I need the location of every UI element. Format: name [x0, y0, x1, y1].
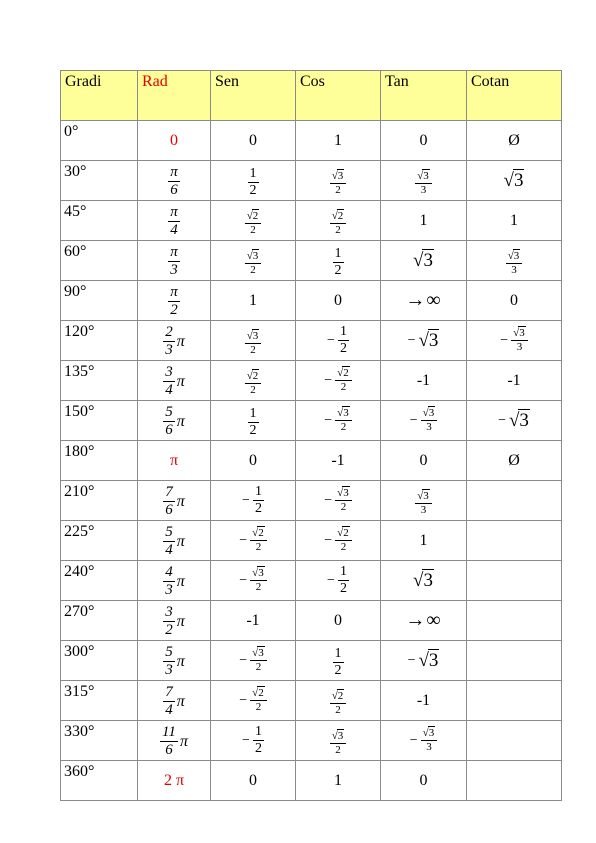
cell-cos: $\frac{√3}{2}$ — [296, 161, 381, 201]
cell-cotan: 0 — [467, 281, 562, 321]
table-row — [61, 601, 562, 641]
cell-cos: 0 — [296, 601, 381, 641]
cell-cos: − $\frac{1}{2}$ — [296, 561, 381, 601]
cell-deg: 30° — [61, 161, 138, 201]
cell-deg: 120° — [61, 321, 138, 361]
cell-deg: 225° — [61, 521, 138, 561]
cell-cos: -1 — [296, 441, 381, 481]
cell-tan: 0 — [381, 121, 467, 161]
cell-deg: 330° — [61, 721, 138, 761]
table-row — [61, 761, 562, 801]
cell-cos: $\frac{√3}{2}$ — [296, 721, 381, 761]
table-row — [61, 241, 562, 281]
cell-rad: 2 π — [138, 761, 211, 801]
cell-cos: $\frac{1}{2}$ — [296, 641, 381, 681]
cell-rad: 0 — [138, 121, 211, 161]
table-row — [61, 681, 562, 721]
cell-cotan — [467, 601, 562, 641]
cell-tan: √3 — [381, 561, 467, 601]
cell-cos: $\frac{√2}{2}$ — [296, 201, 381, 241]
cell-cos: 1 — [296, 121, 381, 161]
cell-sen: -1 — [211, 601, 296, 641]
cell-cotan: Ø — [467, 121, 562, 161]
cell-deg: 270° — [61, 601, 138, 641]
cell-sen: 0 — [211, 441, 296, 481]
cell-rad: $\frac{\pi}{2}$ — [138, 281, 211, 321]
cell-sen: $\frac{√2}{2}$ — [211, 361, 296, 401]
cell-rad: $\frac{3}{2}$ π — [138, 601, 211, 641]
cell-deg: 0° — [61, 121, 138, 161]
cell-cotan: − √3 — [467, 401, 562, 441]
cell-sen: − $\frac{√2}{2}$ — [211, 521, 296, 561]
cell-cotan: − $\frac{√3}{3}$ — [467, 321, 562, 361]
cell-tan: $\frac{√3}{3}$ — [381, 161, 467, 201]
cell-cotan: 1 — [467, 201, 562, 241]
header-tan: Tan — [381, 71, 467, 121]
cell-rad: $\frac{7}{4}$ π — [138, 681, 211, 721]
cell-rad: $\frac{\pi}{4}$ — [138, 201, 211, 241]
cell-cotan — [467, 641, 562, 681]
cell-deg: 135° — [61, 361, 138, 401]
cell-tan: − $\frac{√3}{3}$ — [381, 721, 467, 761]
header-gradi: Gradi — [61, 71, 138, 121]
cell-deg: 90° — [61, 281, 138, 321]
cell-cos: − $\frac{√3}{2}$ — [296, 401, 381, 441]
cell-deg: 60° — [61, 241, 138, 281]
cell-cotan — [467, 721, 562, 761]
cell-tan: − $\frac{√3}{3}$ — [381, 401, 467, 441]
cell-sen: 0 — [211, 761, 296, 801]
cell-cos: − $\frac{√2}{2}$ — [296, 521, 381, 561]
cell-sen: $\frac{√2}{2}$ — [211, 201, 296, 241]
cell-tan: √3 — [381, 241, 467, 281]
table-row — [61, 281, 562, 321]
cell-cotan: √3 — [467, 161, 562, 201]
cell-cotan — [467, 521, 562, 561]
table-row — [61, 361, 562, 401]
cell-sen: 1 — [211, 281, 296, 321]
cell-cos: − $\frac{√2}{2}$ — [296, 361, 381, 401]
trig-values-table — [60, 70, 562, 801]
cell-sen: $\frac{√3}{2}$ — [211, 321, 296, 361]
cell-deg: 240° — [61, 561, 138, 601]
cell-sen: $\frac{1}{2}$ — [211, 401, 296, 441]
cell-cos: $\frac{√2}{2}$ — [296, 681, 381, 721]
cell-cos: 1 — [296, 761, 381, 801]
cell-tan: →∞ — [381, 281, 467, 321]
cell-tan: →∞ — [381, 601, 467, 641]
table-row — [61, 121, 562, 161]
cell-cos: − $\frac{1}{2}$ — [296, 321, 381, 361]
cell-sen: − $\frac{√3}{2}$ — [211, 641, 296, 681]
cell-cos: − $\frac{√3}{2}$ — [296, 481, 381, 521]
cell-cotan — [467, 481, 562, 521]
cell-sen: − $\frac{√2}{2}$ — [211, 681, 296, 721]
cell-deg: 210° — [61, 481, 138, 521]
cell-deg: 300° — [61, 641, 138, 681]
table-row — [61, 561, 562, 601]
cell-tan: 0 — [381, 761, 467, 801]
cell-tan: 1 — [381, 521, 467, 561]
cell-sen: $\frac{√3}{2}$ — [211, 241, 296, 281]
cell-cotan: $\frac{√3}{3}$ — [467, 241, 562, 281]
cell-sen: − $\frac{√3}{2}$ — [211, 561, 296, 601]
header-sen: Sen — [211, 71, 296, 121]
table-row — [61, 641, 562, 681]
cell-tan: -1 — [381, 361, 467, 401]
cell-tan: 0 — [381, 441, 467, 481]
cell-cos: 0 — [296, 281, 381, 321]
cell-rad: $\frac{7}{6}$ π — [138, 481, 211, 521]
header-rad: Rad — [138, 71, 211, 121]
table-row — [61, 201, 562, 241]
cell-rad: $\frac{2}{3}$ π — [138, 321, 211, 361]
table-row — [61, 721, 562, 761]
cell-rad: $\frac{5}{6}$ π — [138, 401, 211, 441]
cell-rad: $\frac{4}{3}$ π — [138, 561, 211, 601]
cell-rad: $\frac{\pi}{6}$ — [138, 161, 211, 201]
cell-tan: -1 — [381, 681, 467, 721]
cell-tan: − √3 — [381, 321, 467, 361]
table-row — [61, 481, 562, 521]
cell-rad: $\frac{\pi}{3}$ — [138, 241, 211, 281]
cell-deg: 150° — [61, 401, 138, 441]
cell-deg: 315° — [61, 681, 138, 721]
table-row — [61, 321, 562, 361]
cell-tan: 1 — [381, 201, 467, 241]
header-cotan: Cotan — [467, 71, 562, 121]
cell-tan: $\frac{√3}{3}$ — [381, 481, 467, 521]
table-row — [61, 441, 562, 481]
cell-cotan: -1 — [467, 361, 562, 401]
header-row — [61, 71, 562, 121]
table-row — [61, 401, 562, 441]
cell-sen: 0 — [211, 121, 296, 161]
cell-sen: $\frac{1}{2}$ — [211, 161, 296, 201]
cell-cos: $\frac{1}{2}$ — [296, 241, 381, 281]
cell-sen: − $\frac{1}{2}$ — [211, 721, 296, 761]
cell-cotan: Ø — [467, 441, 562, 481]
cell-cotan — [467, 681, 562, 721]
table-row — [61, 161, 562, 201]
cell-deg: 180° — [61, 441, 138, 481]
cell-sen: − $\frac{1}{2}$ — [211, 481, 296, 521]
cell-cotan — [467, 761, 562, 801]
cell-rad: $\frac{5}{3}$ π — [138, 641, 211, 681]
header-cos: Cos — [296, 71, 381, 121]
cell-deg: 360° — [61, 761, 138, 801]
cell-deg: 45° — [61, 201, 138, 241]
cell-rad: $\frac{3}{4}$ π — [138, 361, 211, 401]
cell-cotan — [467, 561, 562, 601]
table-row — [61, 521, 562, 561]
cell-rad: π — [138, 441, 211, 481]
cell-rad: $\frac{5}{4}$ π — [138, 521, 211, 561]
cell-tan: − √3 — [381, 641, 467, 681]
cell-rad: $\frac{11}{6}$ π — [138, 721, 211, 761]
